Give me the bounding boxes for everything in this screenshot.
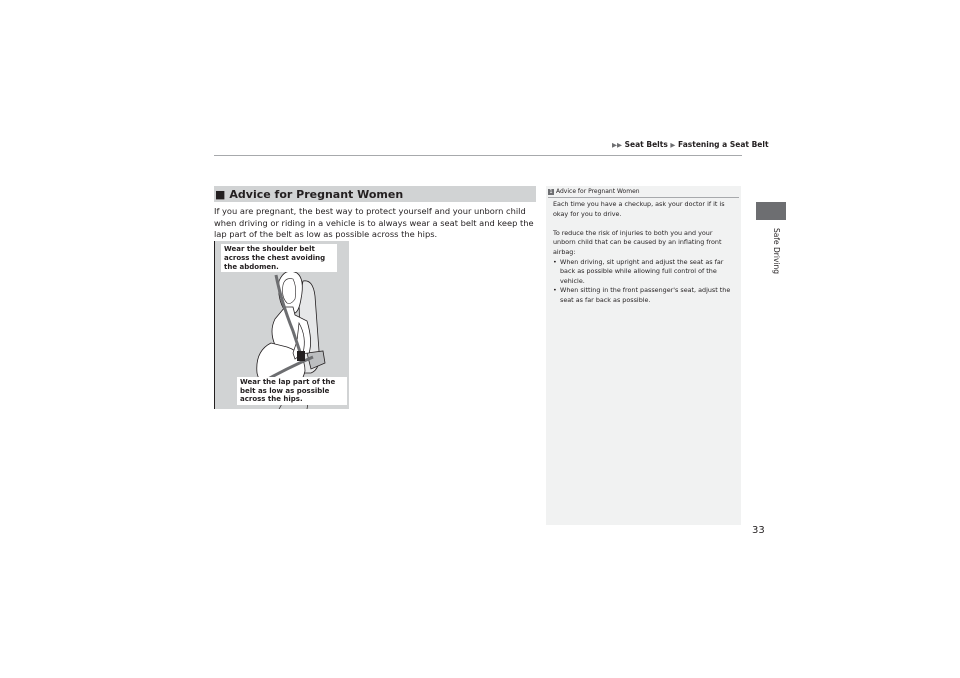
notes-title: Advice for Pregnant Women <box>556 188 640 195</box>
section-body-text: If you are pregnant, the best way to protect yourself and your unborn child when driving or riding in a vehicle is to always wear a seat belt and keep the lap part of the belt as low as possible across the hips. <box>214 206 534 240</box>
chapter-tab-label[interactable]: Safe Driving <box>772 228 781 274</box>
notes-bullet-item <box>553 286 737 305</box>
header-divider <box>214 155 742 156</box>
section-heading <box>214 186 536 202</box>
notes-body <box>553 200 737 306</box>
pregnant-seat-belt-illustration <box>214 241 349 409</box>
reference-icon: 1 <box>549 189 553 195</box>
notes-paragraph: To reduce the risk of injuries to both you and your unborn child that can be caused by an inflating front airbag: <box>553 228 722 256</box>
section-marker-icon: ■ <box>215 187 226 201</box>
bullet-icon: • <box>553 257 557 266</box>
notes-paragraph: Each time you have a checkup, ask your doctor if it is okay for you to drive. <box>553 200 725 218</box>
breadcrumb <box>612 140 769 149</box>
page-number: 33 <box>752 525 765 536</box>
breadcrumb-seat-belts[interactable]: Seat Belts <box>624 140 668 149</box>
notes-bullet-item <box>553 258 737 287</box>
notes-sidebar <box>546 186 741 525</box>
notes-heading <box>548 188 739 198</box>
shoulder-belt-caption: Wear the shoulder belt across the chest avoiding the abdomen. <box>221 244 337 272</box>
notes-bullet-text: When sitting in the front passenger's seat, adjust the seat as far back as possible. <box>560 286 731 304</box>
chapter-tab-marker <box>756 202 786 220</box>
notes-bullet-text: When driving, sit upright and adjust the seat as far back as possible while allowing full control of the vehicle. <box>560 257 724 285</box>
breadcrumb-arrow-icon: ▶▶ <box>612 141 622 149</box>
breadcrumb-fastening[interactable]: Fastening a Seat Belt <box>678 140 769 149</box>
lap-belt-caption: Wear the lap part of the belt as low as possible across the hips. <box>237 377 347 405</box>
bullet-icon: • <box>553 286 557 295</box>
section-title: Advice for Pregnant Women <box>229 187 404 201</box>
breadcrumb-arrow-icon: ▶ <box>670 141 676 149</box>
